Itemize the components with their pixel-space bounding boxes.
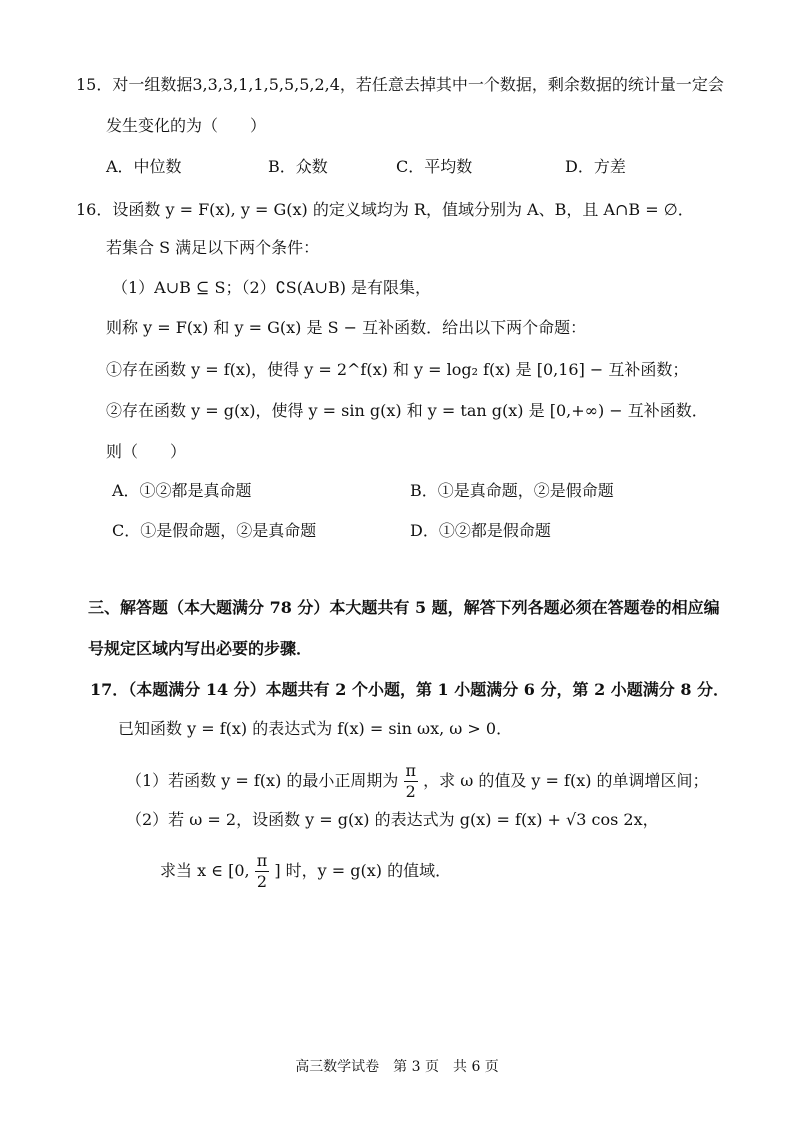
q16-option-a: A．①②都是真命题 (112, 481, 252, 500)
fraction-denominator: 2 (405, 782, 416, 801)
q16-stem-line2: 若集合 S 满足以下两个条件： (106, 238, 320, 257)
q16-then-line: 则（ ） (106, 442, 187, 461)
q15-option-c: C．平均数 (396, 157, 473, 176)
q17-part2-range (160, 846, 451, 896)
q17-part1-text-before: （1）若函数 y = f(x) 的最小正周期为 (126, 771, 399, 790)
q17-given: 已知函数 y = f(x) 的表达式为 f(x) = sin ωx, ω > 0． (118, 719, 513, 738)
q17-heading: 17．（本题满分 14 分）本题共有 2 个小题，第 1 小题满分 6 分，第 2 小题满分 8 分． (90, 680, 730, 699)
q15-option-d: D．方差 (565, 157, 626, 176)
q17-part1-text-after: ，求 ω 的值及 y = f(x) 的单调增区间； (423, 771, 709, 790)
q16-option-d: D．①②都是假命题 (410, 521, 551, 540)
fraction-denominator: 2 (256, 872, 268, 891)
fraction-numerator: π (405, 761, 417, 780)
q17-part1-fraction (404, 761, 419, 802)
q16-definition-line: 则称 y = F(x) 和 y = G(x) 是 S − 互补函数．给出以下两个命题： (106, 318, 587, 337)
fraction-numerator: π (256, 851, 268, 870)
q17-part2: （2）若 ω = 2，设函数 y = g(x) 的表达式为 g(x) = f(x) + √3 cos 2x， (126, 810, 659, 829)
q15-stem-line2: 发生变化的为（ ） (106, 116, 267, 135)
q15-option-a: A．中位数 (106, 157, 182, 176)
section3-heading-line2: 号规定区域内写出必要的步骤． (88, 639, 313, 658)
q15-option-b: B．众数 (268, 157, 328, 176)
q17-part2-fraction (255, 851, 270, 892)
q15-stem-line1: 15．对一组数据3,3,3,1,1,5,5,5,2,4，若任意去掉其中一个数据，剩余数据的统计量一定会 (76, 75, 724, 94)
page-footer: 高三数学试卷 第 3 页 共 6 页 (295, 1059, 499, 1075)
q17-part2-text-before: 求当 x ∈ [0, (160, 861, 250, 880)
q16-stem-line1: 16．设函数 y = F(x), y = G(x) 的定义域均为 R，值域分别为 A、B，且 A∩B = ∅． (76, 200, 694, 219)
q16-condition-line: （1）A∪B ⊆ S；（2）∁S(A∪B) 是有限集， (112, 278, 432, 297)
q16-option-c: C．①是假命题，②是真命题 (112, 521, 317, 540)
q16-option-b: B．①是真命题，②是假命题 (410, 481, 614, 500)
q16-proposition-2: ②存在函数 y = g(x)，使得 y = sin g(x) 和 y = tan g(x) 是 [0,+∞) − 互补函数． (106, 401, 708, 420)
section3-heading-line1: 三、解答题（本大题满分 78 分）本大题共有 5 题，解答下列各题必须在答题卷的相应编 (88, 598, 720, 617)
q17-part1 (126, 758, 709, 804)
q16-proposition-1: ①存在函数 y = f(x)，使得 y = 2^f(x) 和 y = log₂ f(x) 是 [0,16] − 互补函数； (106, 360, 689, 379)
q17-part2-text-after: ] 时，y = g(x) 的值域． (274, 861, 452, 880)
